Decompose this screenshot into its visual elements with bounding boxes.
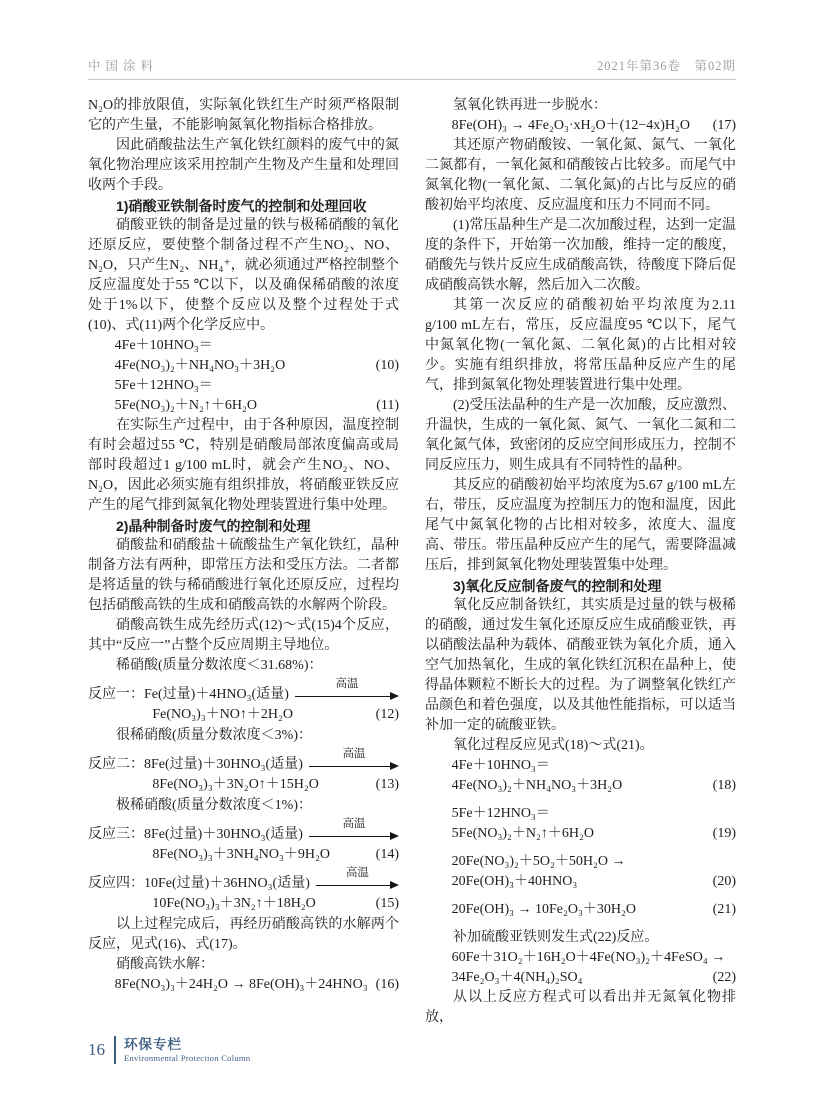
reaction-line-1 xyxy=(88,677,399,705)
reaction-line-1 xyxy=(88,817,399,845)
reaction-block xyxy=(88,817,399,865)
equation-number xyxy=(395,336,399,356)
equation-number: (11) xyxy=(376,398,399,413)
equation-line xyxy=(452,968,736,988)
reaction-label: 反应二： xyxy=(88,757,144,772)
equation-number: (21) xyxy=(712,902,736,917)
equation-group xyxy=(425,804,736,844)
paragraph: 在实际生产过程中，由于各种原因，温度控制有时会超过55 ℃，特别是硝酸局部浓度偏高或局部时段超过1 g/100 mL时，就会产生NO₂、NO、N₂O，因此必须实施有组织排放，将硝酸亚铁反应产生的尾气排到氮氧化物处理装置进行集中处理。 xyxy=(88,418,399,513)
equation-formula: 4Fe＋10HNO₃＝ xyxy=(451,758,550,773)
column-title-en: Environmental Protection Column xyxy=(124,1052,251,1063)
paragraph: 从以上反应方程式可以看出并无氮氧化物排放， xyxy=(425,990,736,1025)
reaction-line-1 xyxy=(88,866,399,894)
arrow-shaft-icon xyxy=(309,832,399,841)
equation-line xyxy=(452,776,736,796)
equation-number: (14) xyxy=(375,847,399,862)
equation-formula: 20Fe(NO₃)₂＋5O₂＋50H₂O → xyxy=(451,854,626,869)
equation-line xyxy=(452,948,736,968)
equation-number xyxy=(732,948,736,968)
paragraph: 极稀硝酸(质量分数浓度＜1%)： xyxy=(116,798,312,813)
reaction-rhs: 8Fe(NO₃)₃＋3N₂O↑＋15H₂O xyxy=(152,777,319,792)
equation-line xyxy=(115,336,399,356)
equation-line xyxy=(452,116,736,136)
arrow-condition-label: 高温 xyxy=(335,678,359,690)
reaction-line-2 xyxy=(88,845,399,865)
equation-line xyxy=(452,900,736,920)
equation-number: (22) xyxy=(712,970,736,985)
equation-number: (18) xyxy=(712,778,736,793)
equation-group xyxy=(425,900,736,920)
paragraph: (2)受压法晶种的生产是一次加酸，反应激烈、升温快，生成的一氧化氮、氮气、一氧化二氮和二氧化氮气体，致密闭的反应空间形成压力，控制不同反应压力，则生成具有不同特性的晶种。 xyxy=(425,398,736,473)
paragraph: 其第一次反应的硝酸初始平均浓度为2.11 g/100 mL左右，常压，反应温度95 ℃以下，尾气中氮氧化物(一氧化氮、二氧化氮)的占比相对较少。实施有组织排放，将常压晶种反应产生的尾气，排到氮氧化物处理装置进行集中处理。 xyxy=(425,298,736,393)
issue-info: 2021年第36卷 第02期 xyxy=(596,59,736,73)
reaction-line-2 xyxy=(88,705,399,725)
paragraph: N₂O的排放限值，实际氧化铁红生产时须严格限制它的产生量，不能影响氮氧化物指标合格排放。 xyxy=(88,98,399,133)
equation-formula: 4Fe(NO₃)₂＋NH₄NO₃＋3H₂O xyxy=(114,358,286,373)
reaction-lhs: 8Fe(过量)＋30HNO₃(适量) xyxy=(144,757,303,772)
equation-formula: 4Fe(NO₃)₂＋NH₄NO₃＋3H₂O xyxy=(451,778,623,793)
reaction-lhs: Fe(过量)＋4HNO₃(适量) xyxy=(144,687,289,702)
page-number: 16 xyxy=(88,1040,105,1059)
equation-line xyxy=(452,824,736,844)
equation-line xyxy=(452,872,736,892)
reaction-label: 反应三： xyxy=(88,827,144,842)
reaction-arrow xyxy=(309,817,399,845)
arrow-condition-label: 高温 xyxy=(342,748,366,760)
reaction-lhs: 8Fe(过量)＋30HNO₃(适量) xyxy=(144,827,303,842)
equation-number: (13) xyxy=(375,777,399,792)
column-title-cn: 环保专栏 xyxy=(124,1036,182,1052)
equation-line xyxy=(115,356,399,376)
reaction-block xyxy=(88,866,399,914)
arrow-shaft-icon xyxy=(316,881,399,890)
reaction-arrow xyxy=(295,677,399,705)
arrow-shaft-icon xyxy=(295,692,399,701)
paragraph: 以上过程完成后，再经历硝酸高铁的水解两个反应，见式(16)、式(17)。 xyxy=(88,917,399,952)
equation-formula: 5Fe＋12HNO₃＝ xyxy=(114,378,213,393)
paragraph: 因此硝酸盐法生产氧化铁红颜料的废气中的氮氧化物治理应该采用控制产生物及产生量和处理回收两个手段。 xyxy=(88,138,399,193)
left-column xyxy=(88,96,399,1028)
reaction-label: 反应一： xyxy=(88,687,144,702)
paragraph: 很稀硝酸(质量分数浓度＜3%)： xyxy=(116,728,312,743)
equation-line xyxy=(452,804,736,824)
paragraph: 硝酸高铁生成先经历式(12)～式(15)4个反应，其中“反应一”占整个反应周期主导地位。 xyxy=(88,618,399,653)
equation-group xyxy=(88,975,399,995)
section-heading: 2)晶种制备时废气的控制和处理 xyxy=(116,518,311,534)
equation-number xyxy=(732,756,736,776)
reaction-rhs: 10Fe(NO₃)₃＋3N₂↑＋18H₂O xyxy=(152,896,316,911)
equation-line xyxy=(115,975,399,995)
reaction-line-2 xyxy=(88,894,399,914)
reaction-block xyxy=(88,677,399,725)
journal-name: 中国涂料 xyxy=(88,59,159,73)
section-heading: 3)氧化反应制备废气的控制和处理 xyxy=(453,578,662,594)
reaction-rhs: Fe(NO₃)₃＋NO↑＋2H₂O xyxy=(152,707,294,722)
reaction-rhs: 8Fe(NO₃)₃＋3NH₄NO₃＋9H₂O xyxy=(152,847,331,862)
equation-formula: 8Fe(NO₃)₃＋24H₂O → 8Fe(OH)₃＋24HNO₃ xyxy=(114,977,368,992)
reaction-arrow xyxy=(309,747,399,775)
paragraph: 补加硫酸亚铁则发生式(22)反应。 xyxy=(453,930,659,945)
section-heading: 1)硝酸亚铁制备时废气的控制和处理回收 xyxy=(116,198,367,214)
equation-group xyxy=(425,948,736,988)
equation-formula: 34Fe₂O₃＋4(NH₄)₂SO₄ xyxy=(451,970,583,985)
equation-line xyxy=(452,852,736,872)
equation-group xyxy=(425,116,736,136)
reaction-lhs: 10Fe(过量)＋36HNO₃(适量) xyxy=(144,876,310,891)
paragraph: 其还原产物硝酸铵、一氧化氮、氮气、一氧化二氮都有，一氧化氮和硝酸铵占比较多。而尾气中氮氧化物(一氧化氮、二氧化氮)的占比与反应的硝酸初始平均浓度、反应温度和压力不同而不同。 xyxy=(425,138,736,213)
equation-number: (15) xyxy=(375,896,399,911)
equation-formula: 60Fe＋31O₂＋16H₂O＋4Fe(NO₃)₂＋4FeSO₄ → xyxy=(451,950,726,965)
right-column xyxy=(425,96,736,1028)
paragraph: 氢氧化铁再进一步脱水： xyxy=(453,98,607,113)
equation-line xyxy=(115,396,399,416)
arrow-condition-label: 高温 xyxy=(345,867,369,879)
footer-column-title xyxy=(124,1037,250,1064)
paragraph: 其反应的硝酸初始平均浓度为5.67 g/100 mL左右，带压，反应温度为控制压力的饱和温度，因此尾气中氮氧化物的占比相对较多，浓度大、温度高、带压。带压晶种反应产生的尾气，需要降温减压后，排到氮氧化物处理装置集中处理。 xyxy=(425,478,736,573)
paragraph: 氧化反应制备铁红，其实质是过量的铁与极稀的硝酸，通过发生氧化还原反应生成硝酸亚铁，再以硝酸法晶种为载体、硝酸亚铁为氧化介质，通入空气加热氧化，生成的氧化铁红沉积在晶种上，使得晶体颗粒不断长大的过程。为了调整氧化铁红产品颜色和着色强度，以及其他性能指标，可以适当补加一定的硫酸亚铁。 xyxy=(425,598,736,733)
equation-formula: 20Fe(OH)₃ → 10Fe₂O₃＋30H₂O xyxy=(451,902,636,917)
reaction-line-2 xyxy=(88,775,399,795)
paragraph: 稀硝酸(质量分数浓度＜31.68%)： xyxy=(116,658,323,673)
reaction-label: 反应四： xyxy=(88,876,144,891)
equation-formula: 20Fe(OH)₃＋40HNO₃ xyxy=(451,874,578,889)
arrow-condition-label: 高温 xyxy=(342,818,366,830)
equation-number xyxy=(395,376,399,396)
article-body xyxy=(88,96,736,1028)
equation-formula: 5Fe(NO₃)₂＋N₂↑＋6H₂O xyxy=(114,398,257,413)
equation-number: (16) xyxy=(375,977,399,992)
equation-number: (12) xyxy=(375,707,399,722)
arrow-shaft-icon xyxy=(309,762,399,771)
equation-number: (10) xyxy=(375,358,399,373)
equation-group xyxy=(425,852,736,892)
paragraph: 硝酸高铁水解： xyxy=(116,957,214,972)
equation-formula: 5Fe＋12HNO₃＝ xyxy=(451,806,550,821)
equation-formula: 5Fe(NO₃)₂＋N₂↑＋6H₂O xyxy=(451,826,594,841)
paragraph: 硝酸亚铁的制备是过量的铁与极稀硝酸的氧化还原反应，要使整个制备过程不产生NO₂、NO、N₂O，只产生N₂、NH₄⁺，就必须通过严格控制整个反应温度处于55 ℃以下，以及确保稀硝酸的浓度处于1%以下，使整个反应以及整个过程处于式(10)、式(11)两个化学反应中。 xyxy=(88,218,399,333)
equation-group xyxy=(425,756,736,796)
paragraph: 硝酸盐和硝酸盐＋硫酸盐生产氧化铁红，晶种制备方法有两种，即常压方法和受压方法。二者都是将适量的铁与稀硝酸进行氧化还原反应，过程均包括硝酸高铁的生成和硝酸高铁的水解两个阶段。 xyxy=(88,538,399,613)
equation-number xyxy=(732,852,736,872)
equation-number: (19) xyxy=(712,826,736,841)
equation-formula: 4Fe＋10HNO₃＝ xyxy=(114,338,213,353)
footer-divider xyxy=(114,1036,116,1064)
equation-line xyxy=(452,756,736,776)
paragraph: (1)常压晶种生产是二次加酸过程，达到一定温度的条件下，开始第一次加酸，维持一定的酸度，硝酸先与铁片反应生成硝酸高铁，待酸度下降后促成硝酸高铁水解，然后加入二次酸。 xyxy=(425,218,736,293)
equation-number xyxy=(732,804,736,824)
reaction-block xyxy=(88,747,399,795)
equation-formula: 8Fe(OH)₃ → 4Fe₂O₃·xH₂O＋(12−4x)H₂O xyxy=(451,118,690,133)
reaction-line-1 xyxy=(88,747,399,775)
equation-line xyxy=(115,376,399,396)
equation-number: (17) xyxy=(712,118,736,133)
equation-group xyxy=(88,336,399,416)
paragraph: 氧化过程反应见式(18)～式(21)。 xyxy=(453,738,654,753)
page-footer xyxy=(88,1036,250,1064)
equation-number: (20) xyxy=(712,874,736,889)
page-header xyxy=(88,56,736,80)
reaction-arrow xyxy=(316,866,399,894)
